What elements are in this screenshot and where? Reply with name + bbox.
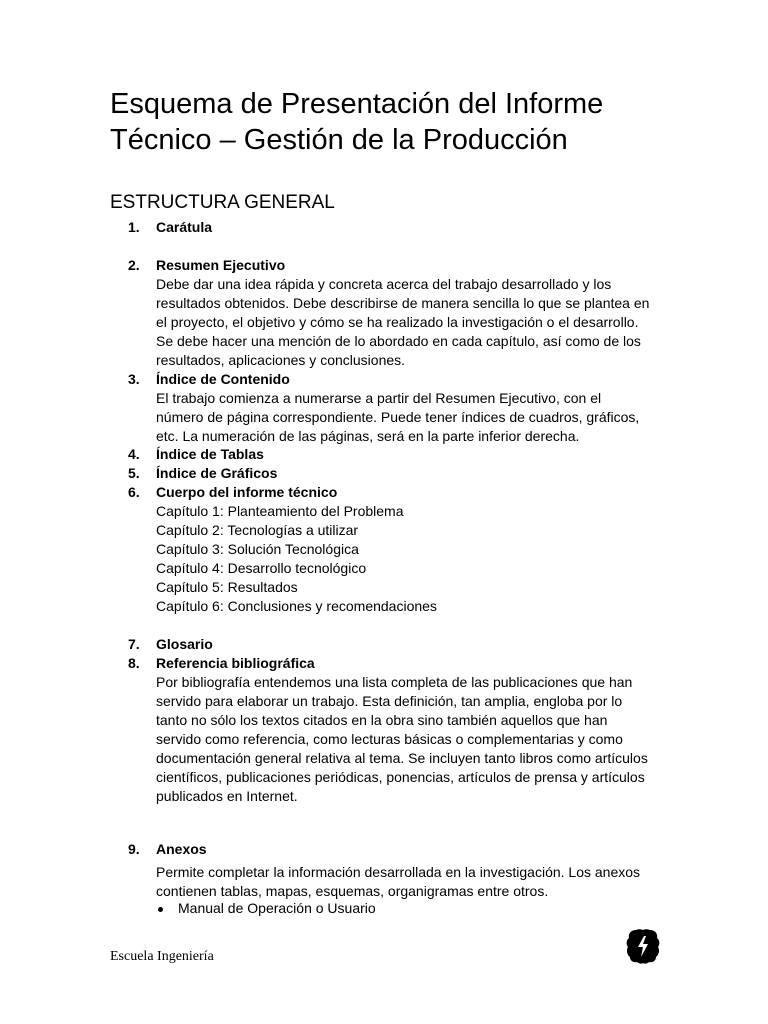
item-paragraph: [156, 389, 676, 446]
document-title: [110, 86, 710, 158]
item-paragraph: [156, 275, 676, 370]
item-paragraph: [156, 673, 676, 806]
item-number: 5.: [128, 465, 140, 481]
item-heading: Carátula: [156, 219, 213, 235]
bullet-text: Manual de Operación o Usuario: [178, 900, 376, 916]
paragraph-line: publicados en Internet.: [156, 788, 298, 804]
document-title-line-2: Técnico – Gestión de la Producción: [110, 124, 568, 156]
item-paragraph: [156, 863, 676, 901]
bullet-icon: [158, 907, 163, 912]
item-heading: Anexos: [156, 841, 207, 857]
item-number: 1.: [128, 219, 140, 235]
item-heading: Glosario: [156, 636, 213, 652]
paragraph-line: tanto no sólo los textos citados en la obra sino también aquellos que han: [156, 712, 608, 728]
brain-logo-icon: [624, 927, 662, 965]
item-number: 3.: [128, 371, 140, 387]
document-title-line-1: Esquema de Presentación del Informe: [110, 88, 604, 120]
paragraph-line: el proyecto, el objetivo y cómo se ha realizado la investigación o el desarrollo.: [156, 314, 639, 330]
chapter-list: [156, 502, 676, 616]
paragraph-line: Debe dar una idea rápida y concreta acerca del trabajo desarrollado y los: [156, 276, 612, 292]
paragraph-line: Se debe hacer una mención de lo abordado en cada capítulo, así como de los: [156, 333, 641, 349]
item-heading: Referencia bibliográfica: [156, 655, 315, 671]
item-heading: Índice de Gráficos: [156, 465, 278, 481]
item-number: 7.: [128, 636, 140, 652]
paragraph-line: número de página correspondiente. Puede tener índices de cuadros, gráficos,: [156, 409, 640, 425]
item-number: 6.: [128, 484, 140, 500]
paragraph-line: resultados obtenidos. Debe describirse de manera sencilla lo que se plantea en: [156, 295, 650, 311]
item-heading: Índice de Tablas: [156, 446, 264, 462]
paragraph-line: etc. La numeración de las páginas, será en la parte inferior derecha.: [156, 428, 580, 444]
paragraph-line: servido como referencia, como lecturas básicas o complementarias y como: [156, 731, 623, 747]
paragraph-line: El trabajo comienza a numerarse a partir del Resumen Ejecutivo, con el: [156, 390, 602, 406]
paragraph-line: documentación general relativa al tema. Se incluyen tanto libros como artículos: [156, 750, 648, 766]
paragraph-line: Permite completar la información desarrollada en la investigación. Los anexos: [156, 864, 641, 880]
item-number: 8.: [128, 655, 140, 671]
paragraph-line: resultados, aplicaciones y conclusiones.: [156, 352, 406, 368]
item-heading: Cuerpo del informe técnico: [156, 484, 338, 500]
item-number: 9.: [128, 841, 140, 857]
paragraph-line: Por bibliografía entendemos una lista completa de las publicaciones que han: [156, 674, 633, 690]
item-number: 2.: [128, 257, 140, 273]
chapter-entry: Capítulo 5: Resultados: [156, 579, 298, 595]
paragraph-line: servido para elaborar un trabajo. Esta definición, tan amplia, engloba por lo: [156, 693, 623, 709]
item-heading: Índice de Contenido: [156, 371, 290, 387]
item-number: 4.: [128, 446, 140, 462]
section-heading: ESTRUCTURA GENERAL: [110, 192, 335, 213]
chapter-entry: Capítulo 6: Conclusiones y recomendaciones: [156, 598, 437, 614]
chapter-entry: Capítulo 3: Solución Tecnológica: [156, 541, 359, 557]
item-heading: Resumen Ejecutivo: [156, 257, 286, 273]
paragraph-line: contienen tablas, mapas, esquemas, organigramas entre otros.: [156, 883, 549, 899]
chapter-entry: Capítulo 2: Tecnologías a utilizar: [156, 522, 359, 538]
chapter-entry: Capítulo 4: Desarrollo tecnológico: [156, 560, 367, 576]
chapter-entry: Capítulo 1: Planteamiento del Problema: [156, 503, 404, 519]
paragraph-line: científicos, publicaciones periódicas, ponencias, artículos de prensa y artículos: [156, 769, 645, 785]
footer-school-name: Escuela Ingeniería: [110, 949, 214, 964]
